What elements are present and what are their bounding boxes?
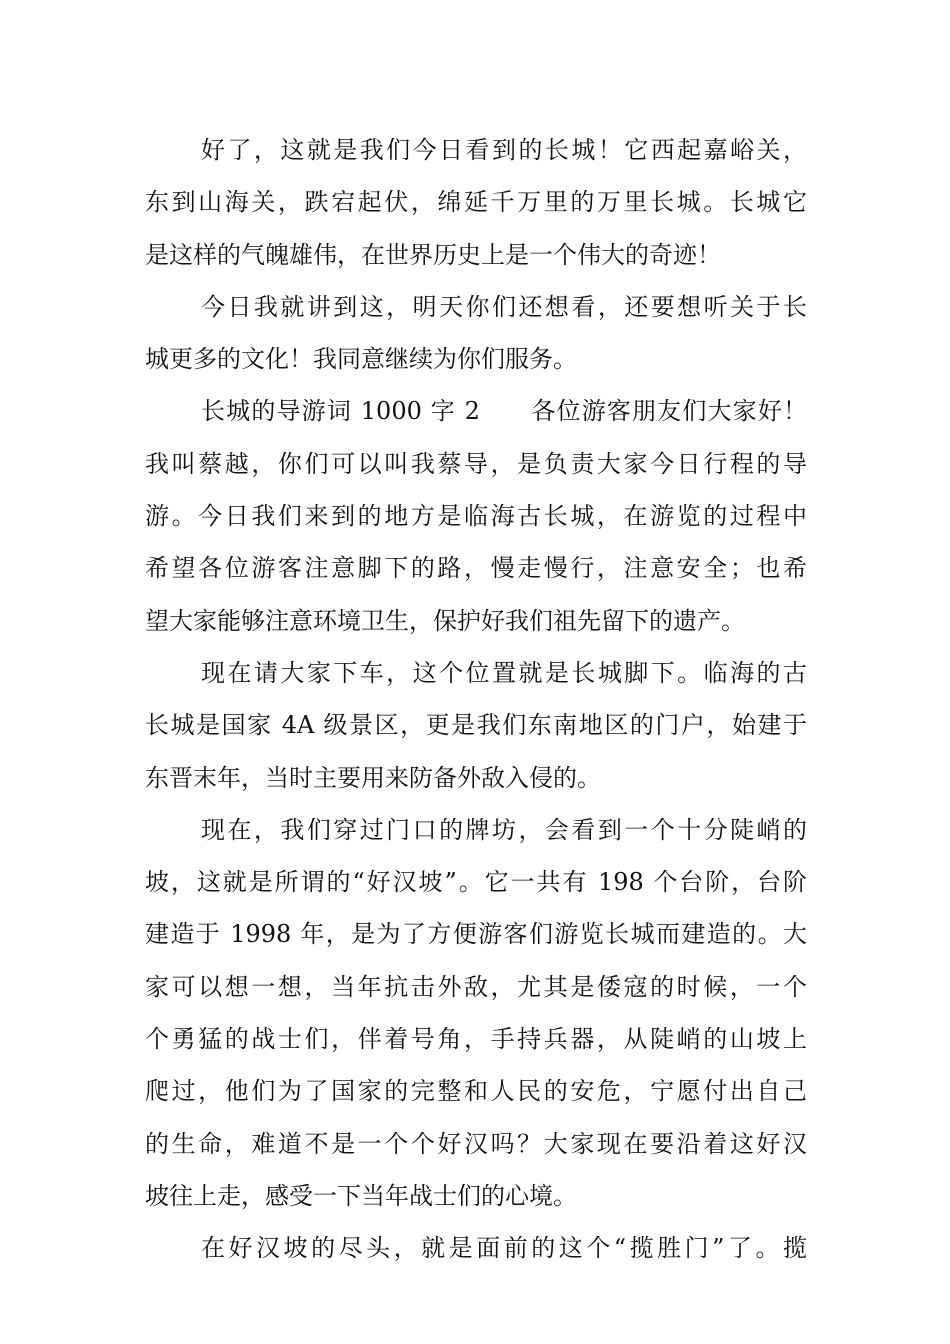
text-line: 建造于 1998 年，是为了方便游客们游览长城而建造的。大 (145, 920, 807, 949)
text-line: 现在请大家下车，这个位置就是长城脚下。临海的古 (201, 658, 807, 687)
text-line: 坡往上走，感受一下当年战士们的心境。 (145, 1181, 577, 1210)
text-line: 现在，我们穿过门口的牌坊，会看到一个十分陡峭的 (201, 815, 807, 844)
text-line: 好了，这就是我们今日看到的长城！它西起嘉峪关， (201, 136, 807, 164)
text-line: 城更多的文化！我同意继续为你们服务。 (145, 345, 577, 374)
text-line: 在好汉坡的尽头，就是面前的这个“揽胜门”了。揽 (201, 1234, 807, 1263)
text-line: 今日我就讲到这，明天你们还想看，还要想听关于长 (201, 292, 807, 321)
text-line: 长城是国家 4A 级景区，更是我们东南地区的门户，始建于 (145, 711, 807, 740)
text-line: 坡，这就是所谓的“好汉坡”。它一共有 198 个台阶，台阶 (145, 868, 807, 897)
text-line: 的生命，难道不是一个个好汉吗？大家现在要沿着这好汉 (145, 1129, 807, 1158)
text-line: 个勇猛的战士们，伴着号角，手持兵器，从陡峭的山坡上 (145, 1025, 807, 1054)
text-line: 我叫蔡越，你们可以叫我蔡导，是负责大家今日行程的导 (145, 449, 807, 478)
text-line: 望大家能够注意环境卫生，保护好我们祖先留下的遗产。 (145, 606, 745, 635)
text-line: 爬过，他们为了国家的完整和人民的安危，宁愿付出自己 (145, 1077, 807, 1106)
text-line: 东晋末年，当时主要用来防备外敌入侵的。 (145, 763, 601, 792)
text-line: 是这样的气魄雄伟，在世界历史上是一个伟大的奇迹！ (145, 240, 721, 269)
text-line: 家可以想一想，当年抗击外敌，尤其是倭寇的时候，一个 (145, 972, 807, 1001)
text-line: 东到山海关，跌宕起伏，绵延千万里的万里长城。长城它 (145, 188, 807, 217)
body-text (145, 124, 807, 1275)
text-line: 游。今日我们来到的地方是临海古长城，在游览的过程中 (145, 502, 807, 531)
text-line: 长城的导游词 1000 字 2 各位游客朋友们大家好！ (201, 397, 807, 426)
text-line: 希望各位游客注意脚下的路，慢走慢行，注意安全；也希 (145, 554, 807, 583)
